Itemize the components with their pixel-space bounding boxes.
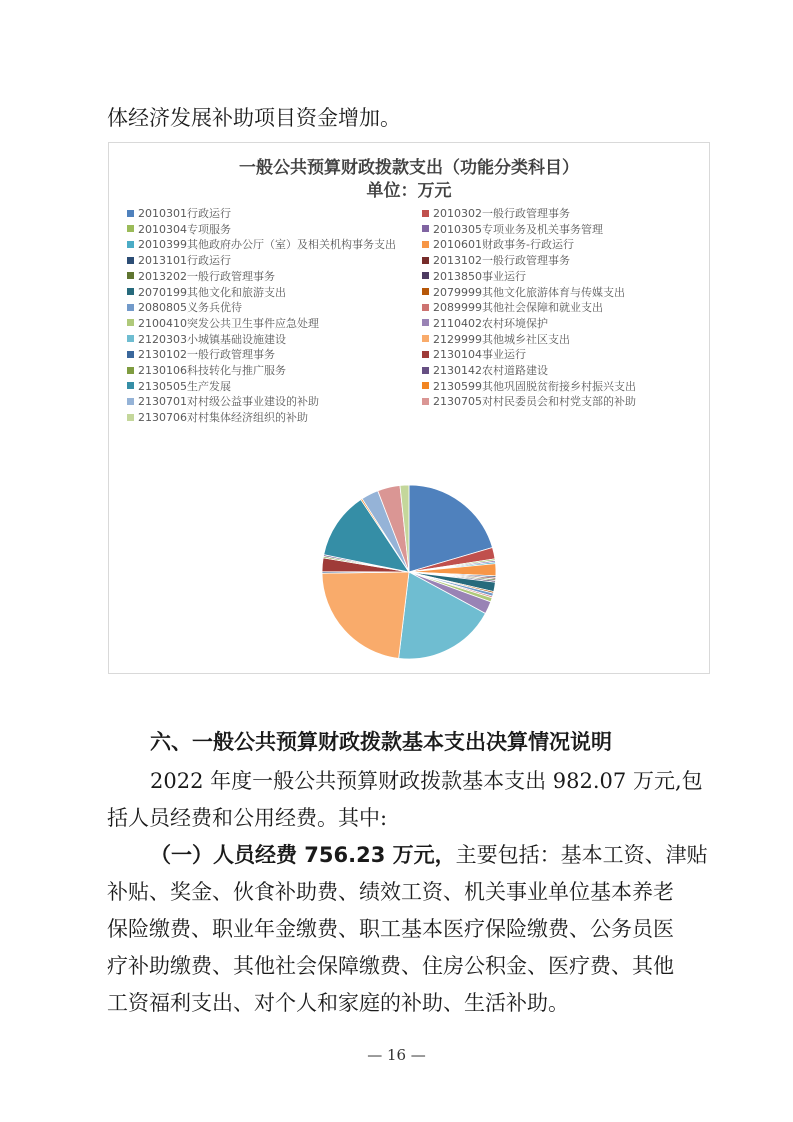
legend-label: 2130599其他巩固脱贫衔接乡村振兴支出 bbox=[433, 379, 636, 393]
legend-item bbox=[127, 252, 231, 268]
legend-item bbox=[127, 393, 319, 409]
legend-label: 2010304专项服务 bbox=[138, 222, 231, 236]
legend-swatch bbox=[422, 382, 429, 389]
legend-item bbox=[422, 378, 636, 394]
legend-swatch bbox=[422, 210, 429, 217]
legend-swatch bbox=[422, 225, 429, 232]
legend-item bbox=[422, 331, 570, 347]
legend-item bbox=[422, 252, 570, 268]
legend-swatch bbox=[422, 272, 429, 279]
legend-swatch bbox=[127, 398, 134, 405]
legend-item bbox=[127, 378, 231, 394]
legend-label: 2100410突发公共卫生事件应急处理 bbox=[138, 316, 319, 330]
legend-label: 2013202一般行政管理事务 bbox=[138, 269, 275, 283]
legend-item bbox=[422, 346, 526, 362]
legend-label: 2130102一般行政管理事务 bbox=[138, 348, 275, 362]
paragraph-line: 工资福利支出、对个人和家庭的补助、生活补助。 bbox=[107, 991, 569, 1015]
legend-item bbox=[422, 205, 570, 221]
legend-swatch bbox=[422, 351, 429, 358]
chart-subtitle: 单位：万元 bbox=[366, 181, 452, 201]
chart-title: 一般公共预算财政拨款支出（功能分类科目） bbox=[239, 158, 579, 178]
paragraph-line: 补贴、奖金、伙食补助费、绩效工资、机关事业单位基本养老 bbox=[107, 880, 674, 904]
legend-swatch bbox=[127, 225, 134, 232]
legend-label: 2010601财政事务-行政运行 bbox=[433, 238, 574, 252]
pie-plot bbox=[314, 477, 504, 667]
paragraph-line: 2022 年度一般公共预算财政拨款基本支出 982.07 万元,包 bbox=[150, 769, 703, 793]
legend-swatch bbox=[127, 257, 134, 264]
legend-label: 2010305专项业务及机关事务管理 bbox=[433, 222, 603, 236]
legend-label: 2130142农村道路建设 bbox=[433, 364, 548, 377]
legend-item bbox=[422, 236, 574, 252]
legend-label: 2129999其他城乡社区支出 bbox=[433, 332, 570, 346]
legend-label: 2130706对村集体经济组织的补助 bbox=[138, 411, 308, 425]
legend-swatch bbox=[127, 304, 134, 311]
legend-swatch bbox=[127, 367, 134, 374]
legend-label: 2120303小城镇基础设施建设 bbox=[138, 332, 286, 346]
legend-swatch bbox=[422, 398, 429, 405]
legend-swatch bbox=[422, 257, 429, 264]
subheading-personnel: （一）人员经费 756.23 万元， bbox=[150, 843, 456, 867]
legend-item bbox=[127, 362, 286, 378]
paragraph-text: 主要包括：基本工资、津贴 bbox=[455, 843, 708, 867]
legend-swatch bbox=[127, 241, 134, 248]
legend-item bbox=[127, 284, 286, 300]
legend-item bbox=[127, 299, 242, 315]
legend-item bbox=[127, 236, 396, 252]
legend-label: 2010302一般行政管理事务 bbox=[433, 207, 570, 220]
legend-swatch bbox=[422, 319, 429, 326]
legend-item bbox=[422, 284, 625, 300]
legend-item bbox=[127, 409, 308, 425]
legend-swatch bbox=[422, 335, 429, 342]
legend-label: 2080805义务兵优待 bbox=[138, 301, 242, 315]
legend-item bbox=[127, 315, 319, 331]
legend-label: 2070199其他文化和旅游支出 bbox=[138, 285, 286, 299]
legend-swatch bbox=[422, 288, 429, 295]
legend-item bbox=[422, 299, 603, 315]
legend-swatch bbox=[127, 335, 134, 342]
legend-label: 2130705对村民委员会和村党支部的补助 bbox=[433, 395, 636, 409]
legend-label: 2130106科技转化与推广服务 bbox=[138, 364, 286, 377]
legend-label: 2079999其他文化旅游体育与传媒支出 bbox=[433, 285, 625, 299]
paragraph-line bbox=[150, 838, 708, 872]
legend-item bbox=[127, 268, 275, 284]
legend-item bbox=[422, 393, 636, 409]
pie-slice bbox=[322, 572, 409, 658]
legend-label: 2110402农村环境保护 bbox=[433, 316, 548, 330]
section-heading: 六、一般公共预算财政拨款基本支出决算情况说明 bbox=[150, 730, 612, 754]
legend-item bbox=[422, 268, 526, 284]
legend-swatch bbox=[127, 382, 134, 389]
legend-item bbox=[127, 205, 231, 221]
paragraph-line: 疗补助缴费、其他社会保障缴费、住房公积金、医疗费、其他 bbox=[107, 954, 674, 978]
legend-item bbox=[422, 315, 548, 331]
legend-label: 2130701对村级公益事业建设的补助 bbox=[138, 395, 319, 409]
legend-item bbox=[127, 331, 286, 347]
legend-swatch bbox=[127, 351, 134, 358]
legend-label: 2089999其他社会保障和就业支出 bbox=[433, 301, 603, 315]
legend-label: 2013102一般行政管理事务 bbox=[433, 254, 570, 268]
legend-swatch bbox=[422, 304, 429, 311]
legend-label: 2130104事业运行 bbox=[433, 348, 526, 362]
legend-swatch bbox=[422, 241, 429, 248]
legend-label: 2010399其他政府办公厅（室）及相关机构事务支出 bbox=[138, 238, 396, 252]
legend-swatch bbox=[127, 319, 134, 326]
legend-label: 2013850事业运行 bbox=[433, 269, 526, 283]
legend-swatch bbox=[422, 367, 429, 374]
legend-item bbox=[422, 221, 603, 237]
paragraph-line: 括人员经费和公用经费。其中: bbox=[107, 806, 388, 830]
legend-label: 2013101行政运行 bbox=[138, 254, 231, 268]
legend-item bbox=[127, 221, 231, 237]
legend-label: 2010301行政运行 bbox=[138, 207, 231, 220]
page-number: — 16 — bbox=[367, 1046, 426, 1064]
legend-swatch bbox=[127, 210, 134, 217]
legend-item bbox=[127, 346, 275, 362]
pie-chart bbox=[108, 142, 710, 674]
legend-item bbox=[422, 362, 548, 378]
legend-swatch bbox=[127, 288, 134, 295]
paragraph-line: 保险缴费、职业年金缴费、职工基本医疗保险缴费、公务员医 bbox=[107, 917, 674, 941]
paragraph-line: 体经济发展补助项目资金增加。 bbox=[107, 106, 401, 130]
legend-swatch bbox=[127, 272, 134, 279]
legend-label: 2130505生产发展 bbox=[138, 379, 231, 393]
legend-swatch bbox=[127, 414, 134, 421]
